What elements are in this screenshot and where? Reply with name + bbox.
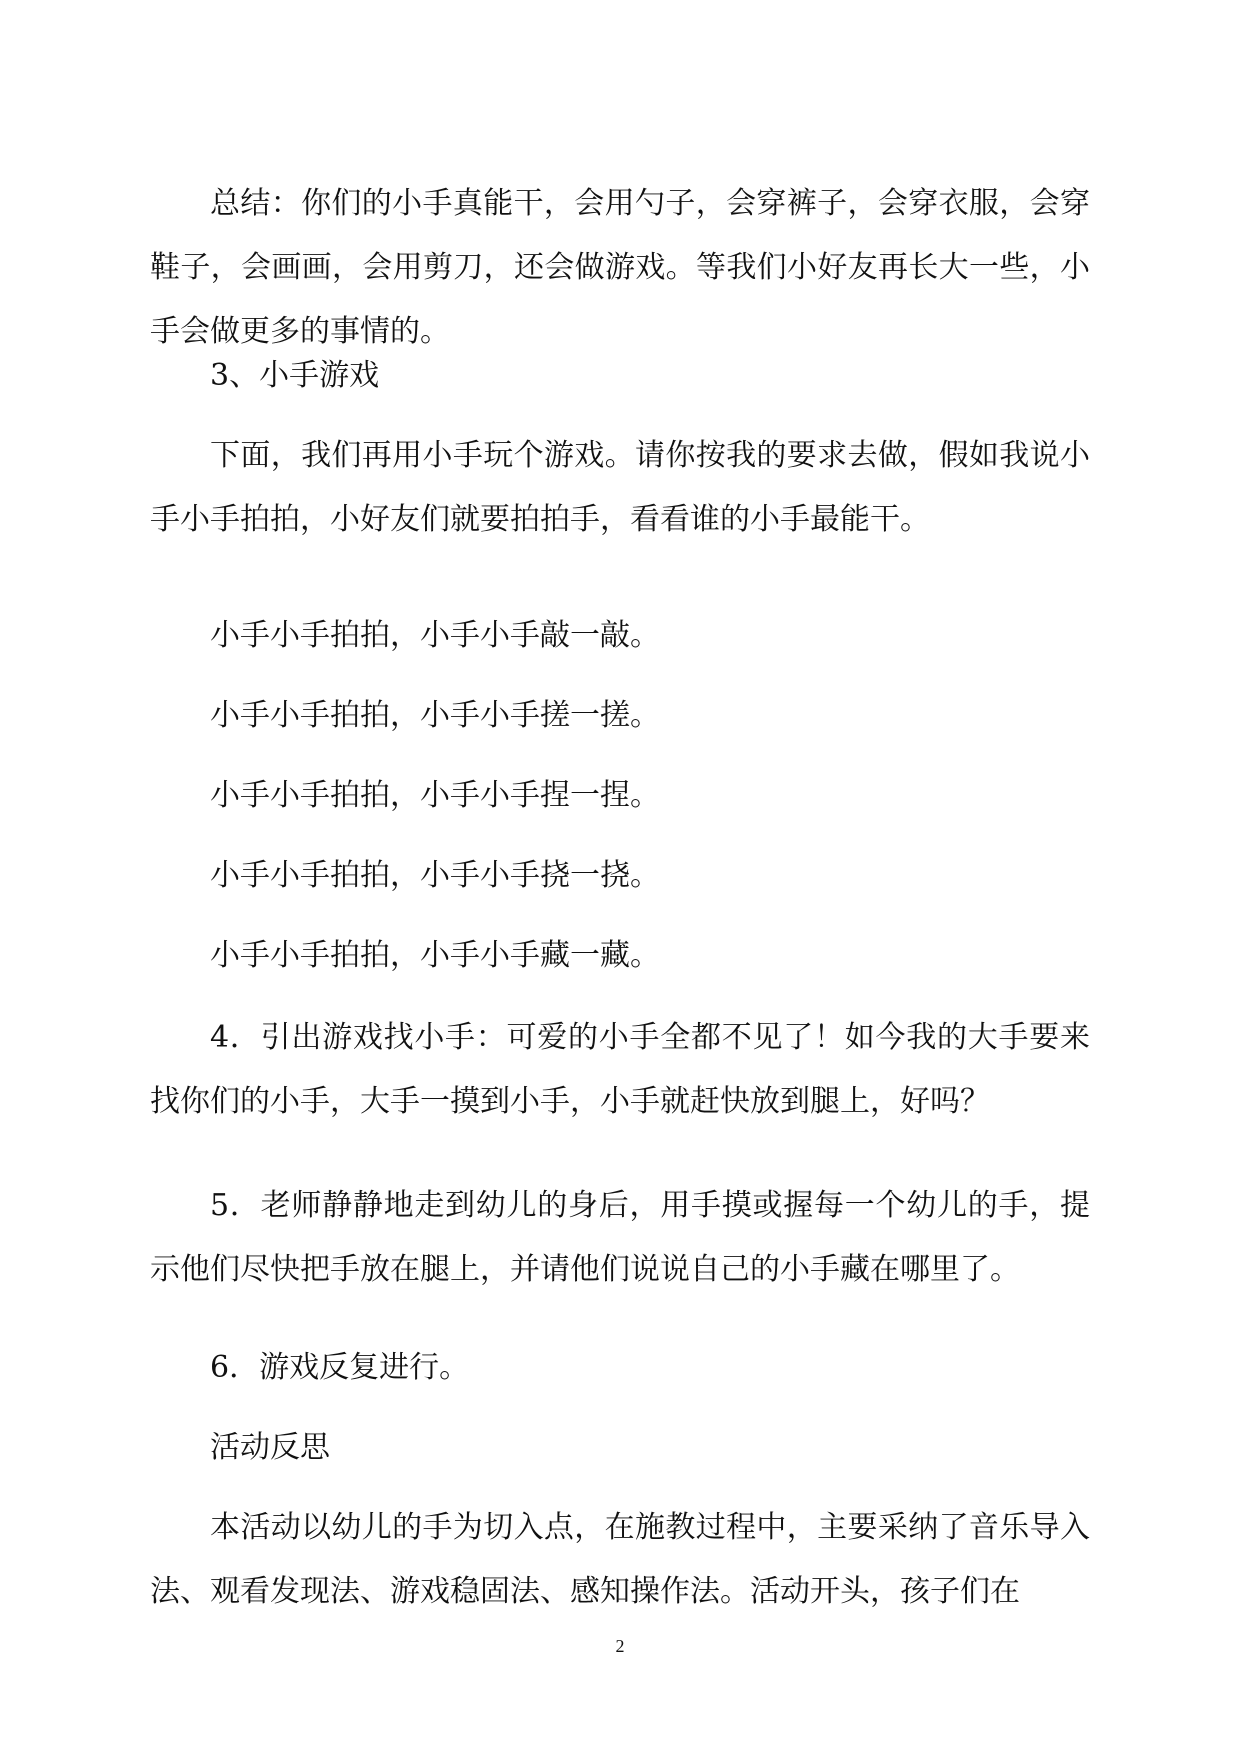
chant-line-2: 小手小手拍拍，小手小手搓一搓。	[210, 698, 660, 733]
heading-small-hand-game: 3、小手游戏	[210, 358, 380, 393]
heading-reflection: 活动反思	[210, 1430, 330, 1465]
page-number: 2	[615, 1636, 625, 1656]
chant-line-1: 小手小手拍拍，小手小手敲一敲。	[210, 618, 660, 653]
chant-line-4: 小手小手拍拍，小手小手挠一挠。	[210, 858, 660, 893]
paragraph-step-5: 5．老师静静地走到幼儿的身后，用手摸或握每一个幼儿的手，提示他们尽快把手放在腿上，并请他们说说自己的小手藏在哪里了。	[150, 1188, 1090, 1287]
paragraph-game-intro: 下面，我们再用小手玩个游戏。请你按我的要求去做，假如我说小手小手拍拍，小好友们就要拍拍手，看看谁的小手最能干。	[150, 438, 1090, 537]
chant-line-5: 小手小手拍拍，小手小手藏一藏。	[210, 938, 660, 973]
paragraph-step-6: 6．游戏反复进行。	[210, 1350, 470, 1385]
paragraph-step-4: 4．引出游戏找小手：可爱的小手全都不见了！如今我的大手要来找你们的小手，大手一摸到小手，小手就赶快放到腿上，好吗？	[150, 1020, 1090, 1119]
paragraph-reflection: 本活动以幼儿的手为切入点，在施教过程中，主要采纳了音乐导入法、观看发现法、游戏稳固法、感知操作法。活动开头，孩子们在	[150, 1510, 1090, 1609]
chant-line-3: 小手小手拍拍，小手小手捏一捏。	[210, 778, 660, 813]
paragraph-summary: 总结：你们的小手真能干，会用勺子，会穿裤子，会穿衣服，会穿鞋子，会画画，会用剪刀，还会做游戏。等我们小好友再长大一些，小手会做更多的事情的。	[150, 186, 1090, 349]
